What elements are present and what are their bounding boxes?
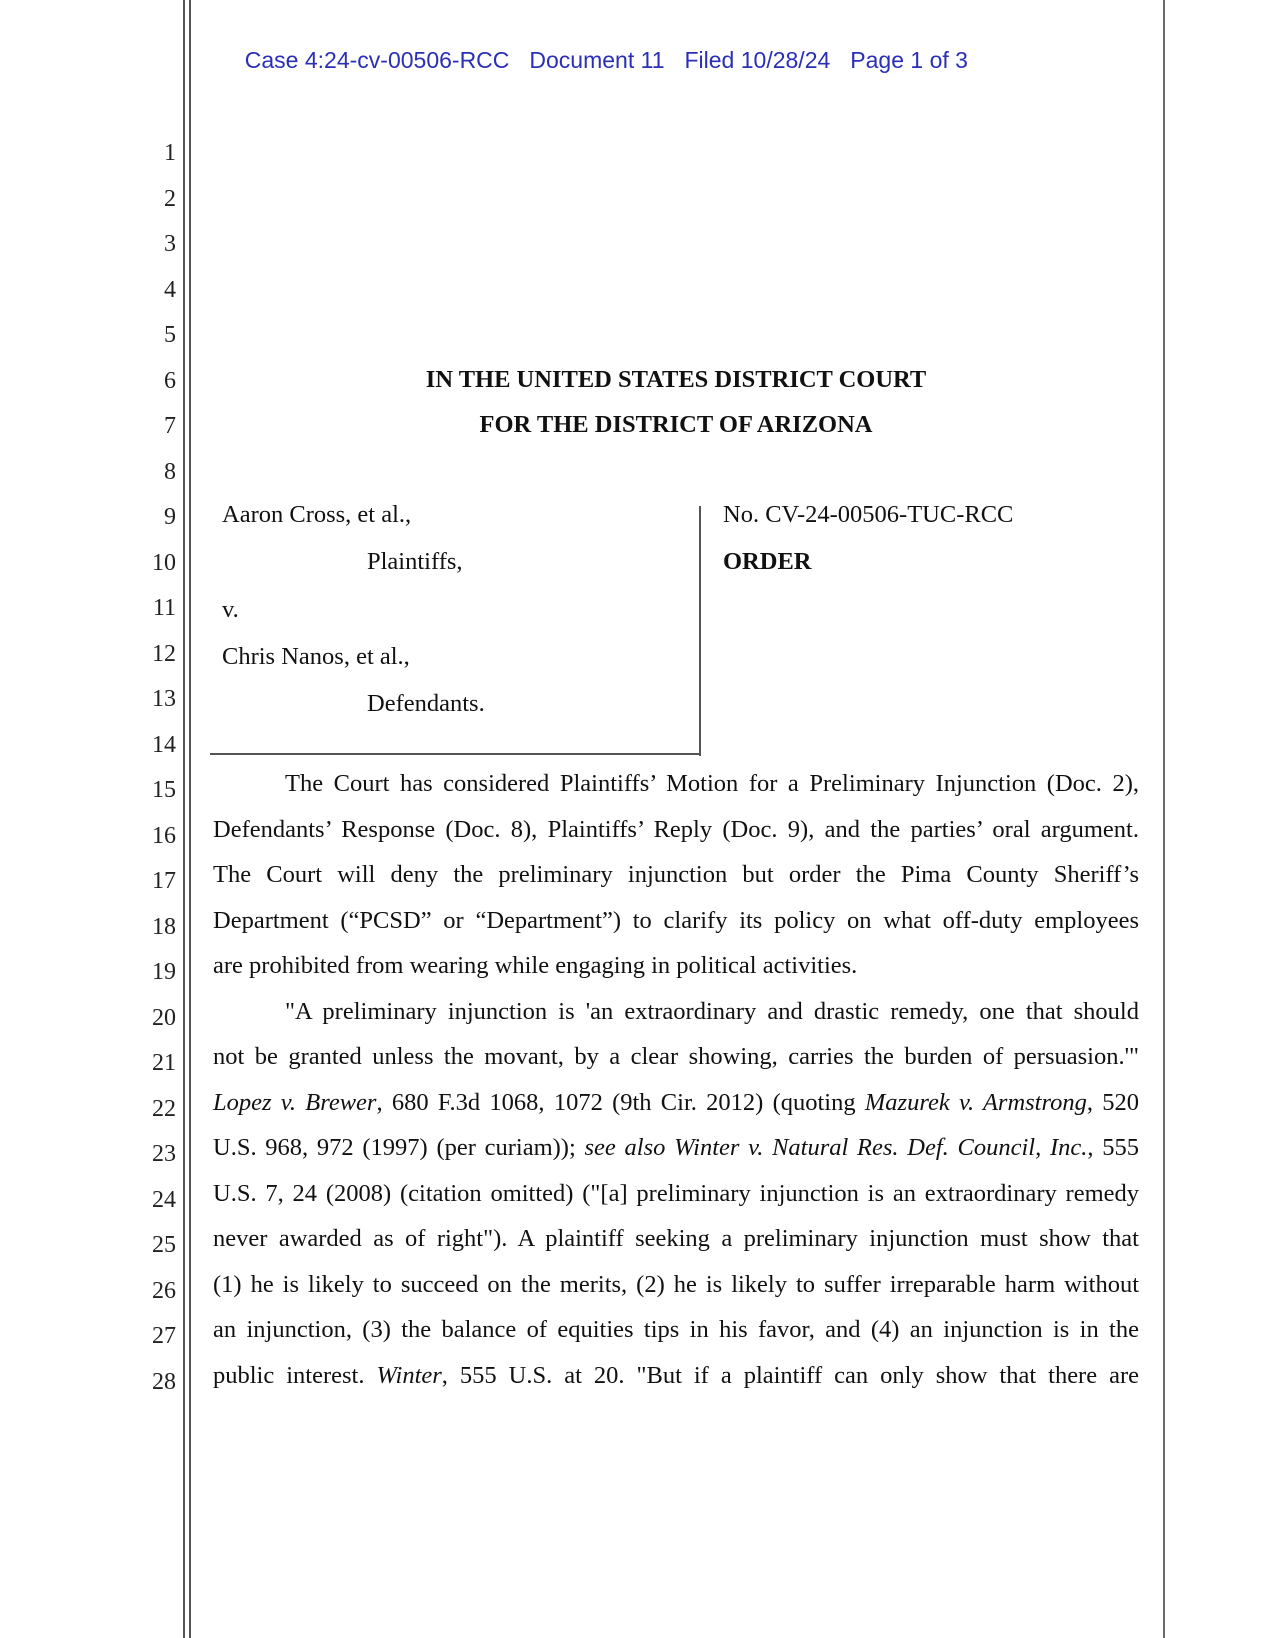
body-line-23 xyxy=(213,1134,1139,1162)
body-line-21: not be granted unless the movant, by a clear showing, carries the burden of persuasion.'" xyxy=(213,1043,1139,1070)
left-margin-rule xyxy=(183,0,185,1638)
header-page-count: Page 1 of 3 xyxy=(850,47,968,73)
line-number: 15 xyxy=(152,777,176,803)
body-line-27: an injunction, (3) the balance of equities tips in his favor, and (4) an injunction is in the xyxy=(213,1316,1139,1343)
citation-text: , 680 F.3d 1068, 1072 (9th Cir. 2012) (quoting xyxy=(376,1089,865,1116)
plaintiff-name: Aaron Cross, et al., xyxy=(222,501,412,528)
body-line-15: The Court has considered Plaintiffs’ Motion for a Preliminary Injunction (Doc. 2), xyxy=(285,770,1139,797)
line-number: 4 xyxy=(164,277,176,303)
body-line-17: The Court will deny the preliminary injunction but order the Pima County Sheriff’s xyxy=(213,861,1139,888)
case-number: No. CV-24-00506-TUC-RCC xyxy=(723,501,1014,528)
body-line-25: never awarded as of right"). A plaintiff seeking a preliminary injunction must show that xyxy=(213,1225,1139,1252)
header-filed-date: Filed 10/28/24 xyxy=(684,47,831,73)
line-number: 27 xyxy=(152,1323,176,1349)
versus: v. xyxy=(222,596,239,623)
caption-bottom-rule xyxy=(210,753,701,755)
citation-winter-short: Winter xyxy=(376,1362,442,1389)
line-number: 16 xyxy=(152,823,176,849)
left-margin-rule-inner xyxy=(189,0,191,1638)
line-number: 20 xyxy=(152,1005,176,1031)
citation-text: , 520 xyxy=(1086,1089,1140,1116)
body-line-16: Defendants’ Response (Doc. 8), Plaintiffs’ Reply (Doc. 9), and the parties’ oral argument. xyxy=(213,816,1139,843)
citation-winter: see also Winter v. Natural Res. Def. Council, Inc. xyxy=(584,1134,1088,1161)
document-type: ORDER xyxy=(723,548,812,575)
line-number: 9 xyxy=(164,504,176,530)
caption-divider xyxy=(699,506,701,756)
line-number: 26 xyxy=(152,1278,176,1304)
line-number: 11 xyxy=(152,595,176,621)
plaintiff-role: Plaintiffs, xyxy=(367,548,463,575)
ecf-header xyxy=(232,20,988,74)
header-case-number: Case 4:24-cv-00506-RCC xyxy=(244,47,510,73)
body-line-22 xyxy=(213,1089,1139,1117)
line-number: 12 xyxy=(152,641,176,667)
line-number: 13 xyxy=(152,686,176,712)
line-number: 7 xyxy=(164,413,176,439)
body-text: public interest. xyxy=(213,1362,377,1389)
line-number: 23 xyxy=(152,1141,176,1167)
body-line-20: "A preliminary injunction is 'an extraordinary and drastic remedy, one that should xyxy=(285,998,1139,1025)
header-document-number: Document 11 xyxy=(529,47,665,73)
citation-lopez: Lopez v. Brewer xyxy=(213,1089,377,1116)
line-number: 28 xyxy=(152,1369,176,1395)
citation-mazurek: Mazurek v. Armstrong xyxy=(864,1089,1087,1116)
line-number: 3 xyxy=(164,231,176,257)
body-text: , 555 U.S. at 20. "But if a plaintiff can only show that there are xyxy=(441,1362,1139,1389)
line-number: 24 xyxy=(152,1187,176,1213)
line-number: 8 xyxy=(164,459,176,485)
line-number: 10 xyxy=(152,550,176,576)
right-margin-rule xyxy=(1163,0,1165,1638)
body-line-18: Department (“PCSD” or “Department”) to clarify its policy on what off-duty employees xyxy=(213,907,1139,934)
line-number: 6 xyxy=(164,368,176,394)
body-line-24: U.S. 7, 24 (2008) (citation omitted) ("[a] preliminary injunction is an extraordinary remedy xyxy=(213,1180,1139,1207)
line-number: 22 xyxy=(152,1096,176,1122)
court-district: FOR THE DISTRICT OF ARIZONA xyxy=(479,411,873,438)
line-number: 14 xyxy=(152,732,176,758)
defendant-name: Chris Nanos, et al., xyxy=(222,643,410,670)
body-line-26: (1) he is likely to succeed on the merits, (2) he is likely to suffer irreparable harm without xyxy=(213,1271,1139,1298)
line-number: 1 xyxy=(164,140,176,166)
citation-text: , 555 xyxy=(1087,1134,1139,1161)
line-number: 25 xyxy=(152,1232,176,1258)
line-number: 2 xyxy=(164,186,176,212)
line-number: 5 xyxy=(164,322,176,348)
body-line-28 xyxy=(213,1362,1139,1390)
body-line-19: are prohibited from wearing while engaging in political activities. xyxy=(213,952,858,979)
line-number: 18 xyxy=(152,914,176,940)
line-number: 19 xyxy=(152,959,176,985)
court-name: IN THE UNITED STATES DISTRICT COURT xyxy=(425,366,927,393)
line-number: 17 xyxy=(152,868,176,894)
defendant-role: Defendants. xyxy=(367,690,485,717)
line-number: 21 xyxy=(152,1050,176,1076)
citation-text: U.S. 968, 972 (1997) (per curiam)); xyxy=(213,1134,585,1161)
